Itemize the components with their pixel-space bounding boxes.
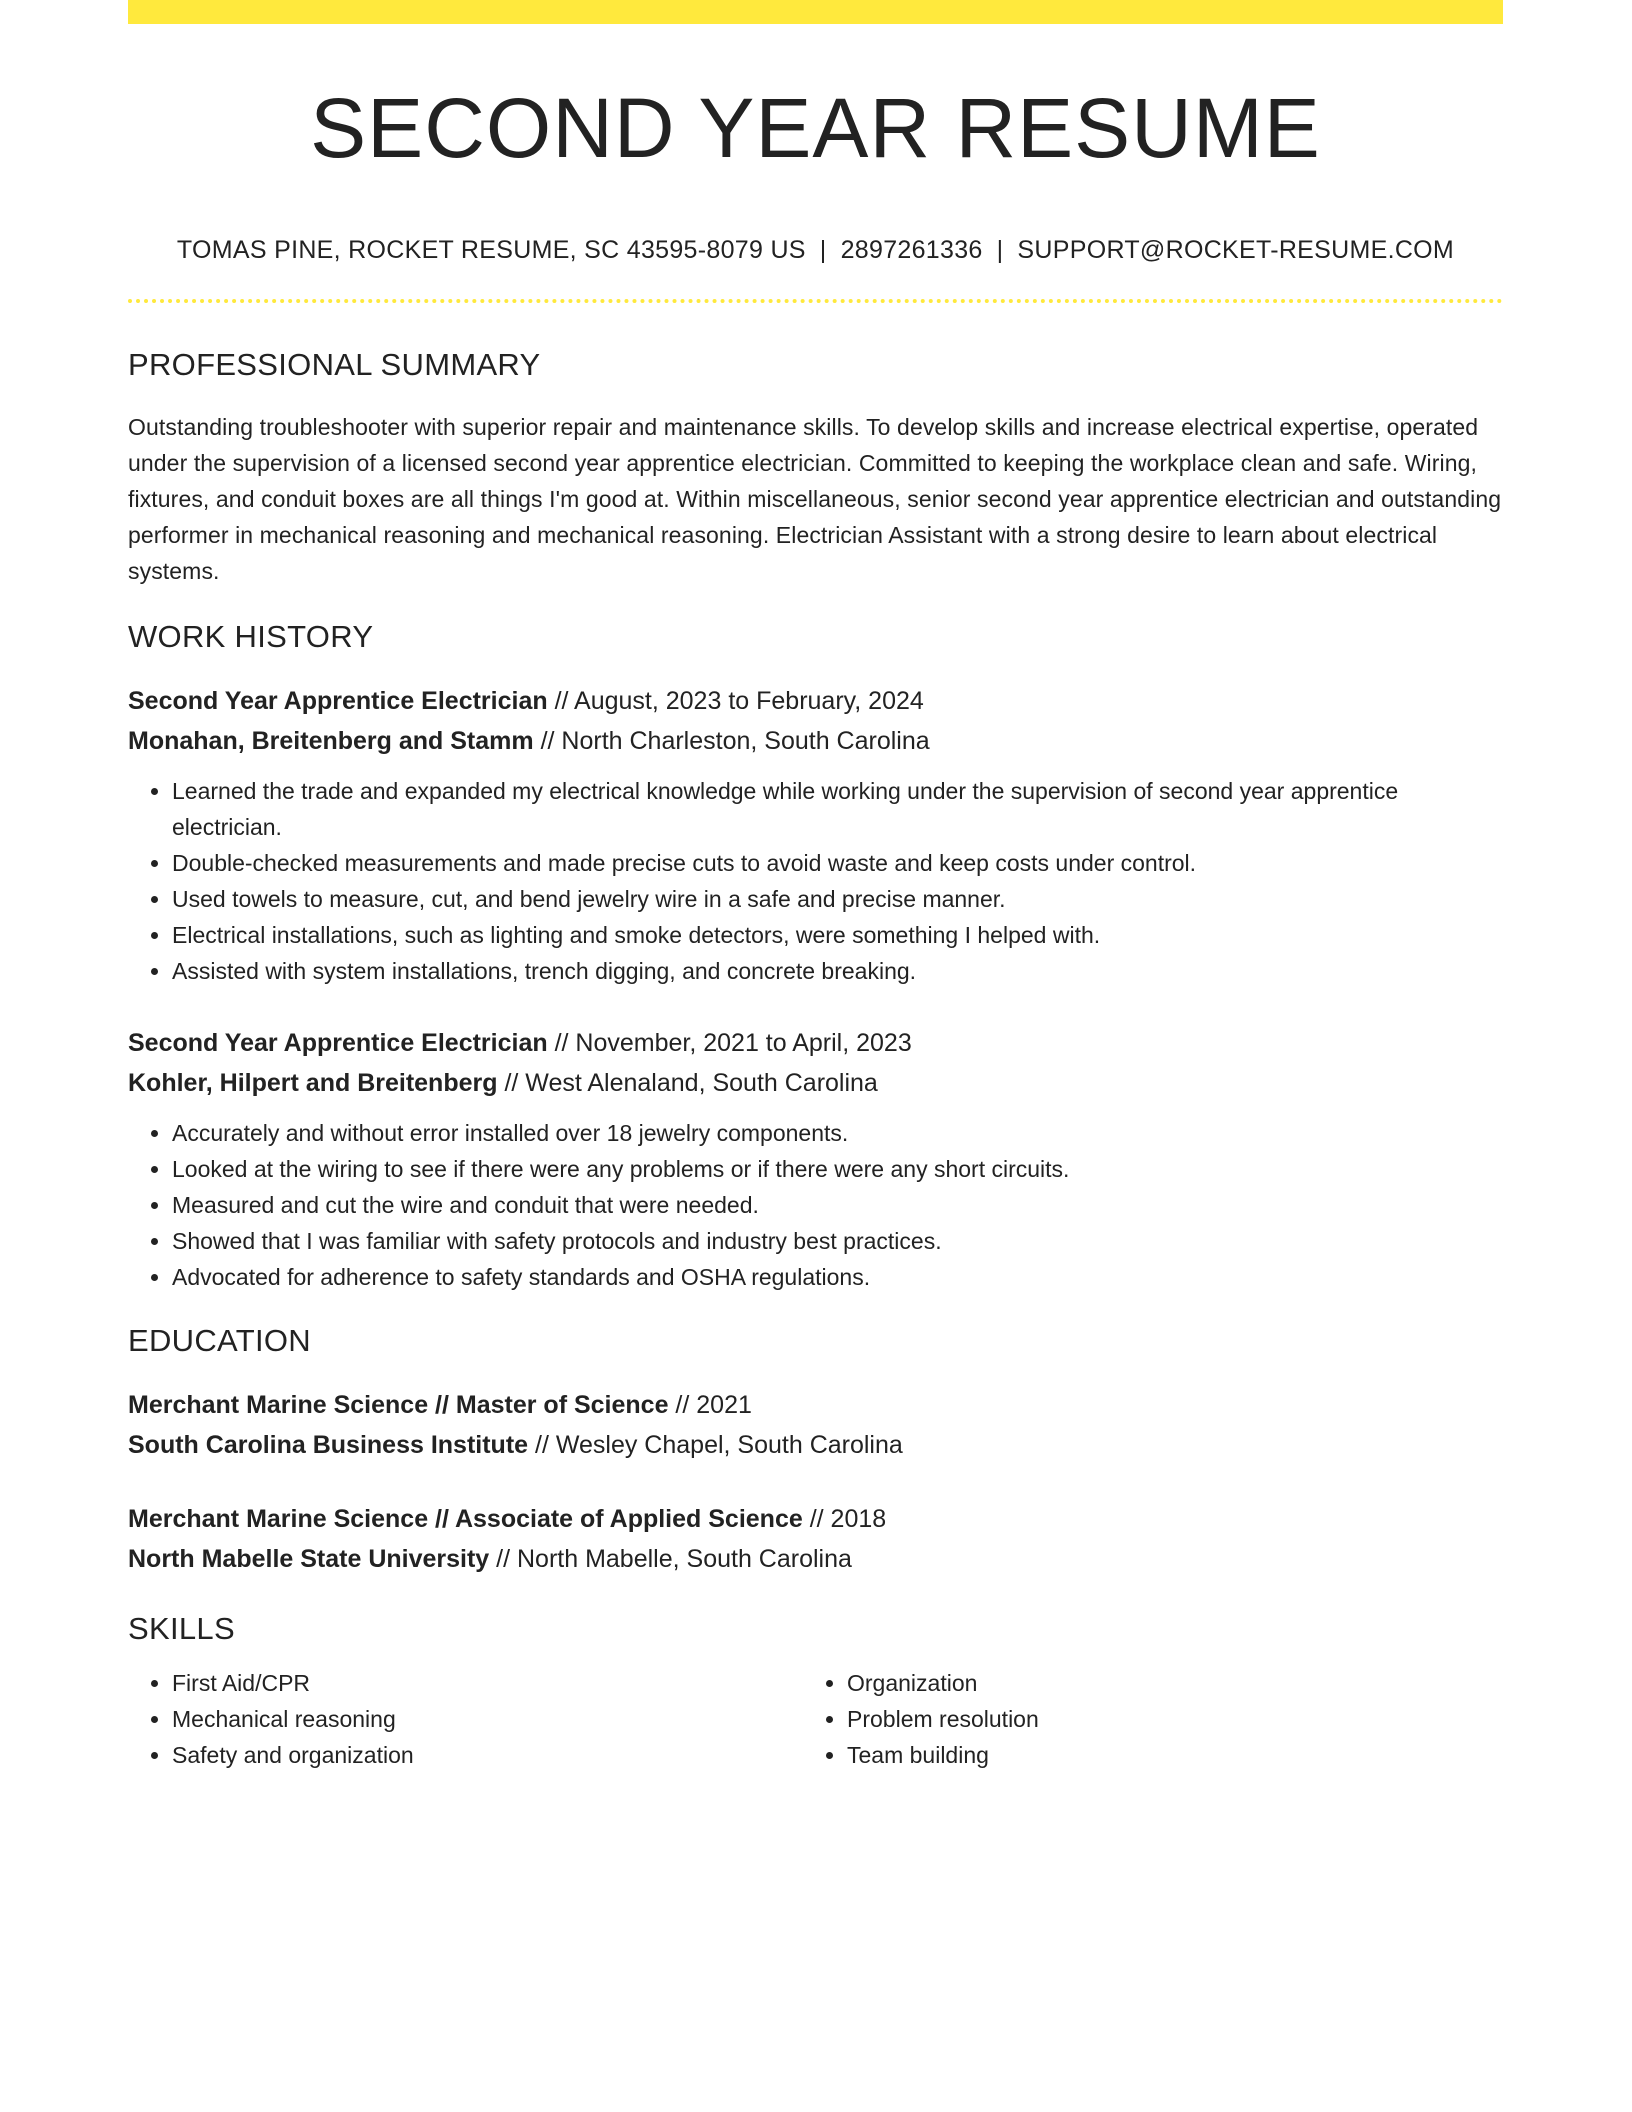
job-title-line — [128, 1023, 1503, 1063]
school-line — [128, 1425, 1503, 1465]
summary-text: Outstanding troubleshooter with superior repair and maintenance skills. To develop skills and increase electrical expertise, operated under the supervision of a licensed second year apprentice electrician. Committed to keeping the workplace clean and safe. Wiring, fixtures, and conduit boxes are all things I'm good at. Within miscellaneous, senior second year apprentice electrician and outstanding performer in mechanical reasoning and mechanical reasoning. Electrician Assistant with a strong desire to learn about electrical systems. — [128, 414, 1502, 584]
list-item: • Electrical installations, such as lighting and smoke detectors, were something I helped with. — [172, 917, 1503, 953]
degree-line — [128, 1385, 1503, 1425]
skills-column-left — [128, 1665, 803, 1773]
degree-line — [128, 1499, 1503, 1539]
list-item: • Assisted with system installations, trench digging, and concrete breaking. — [172, 953, 1503, 989]
contact-separator: | — [819, 236, 827, 264]
list-item: • Double-checked measurements and made precise cuts to avoid waste and keep costs under control. — [172, 845, 1503, 881]
job-title: Second Year Apprentice Electrician — [128, 687, 548, 715]
accent-bar — [128, 0, 1503, 24]
job-company-line — [128, 721, 1503, 761]
job-company: Monahan, Breitenberg and Stamm — [128, 727, 534, 755]
degree-year: // 2021 — [668, 1391, 752, 1419]
school-line — [128, 1539, 1503, 1579]
header-divider — [128, 299, 1503, 303]
job-location: // West Alenaland, South Carolina — [497, 1069, 878, 1097]
contact-separator: | — [996, 236, 1004, 264]
list-item: • Problem resolution — [847, 1701, 1478, 1737]
job-bullets — [128, 1115, 1503, 1295]
school: South Carolina Business Institute — [128, 1431, 529, 1459]
contact-phone: 2897261336 — [840, 236, 983, 264]
list-item: • Mechanical reasoning — [172, 1701, 803, 1737]
degree: Merchant Marine Science // Associate of Applied Science — [128, 1505, 803, 1533]
job-bullets — [128, 773, 1503, 989]
list-item: • Organization — [847, 1665, 1478, 1701]
job-dates: // August, 2023 to February, 2024 — [547, 687, 924, 715]
list-item: • Looked at the wiring to see if there were any problems or if there were any short circuits. — [172, 1151, 1503, 1187]
work-entry — [128, 681, 1503, 989]
job-location: // North Charleston, South Carolina — [533, 727, 930, 755]
list-item: • First Aid/CPR — [172, 1665, 803, 1701]
job-company: Kohler, Hilpert and Breitenberg — [128, 1069, 498, 1097]
work-history-heading: WORK HISTORY — [128, 619, 374, 654]
skills-column-right — [803, 1665, 1478, 1773]
work-entry — [128, 1023, 1503, 1295]
job-title-line — [128, 681, 1503, 721]
list-item: • Team building — [847, 1737, 1478, 1773]
education-entry — [128, 1499, 1503, 1579]
degree-year: // 2018 — [802, 1505, 887, 1533]
summary-heading: PROFESSIONAL SUMMARY — [128, 347, 541, 382]
job-company-line — [128, 1063, 1503, 1103]
resume-page — [128, 0, 1503, 1773]
contact-address: TOMAS PINE, ROCKET RESUME, SC 43595-8079 US — [176, 236, 806, 264]
education-heading: EDUCATION — [128, 1323, 311, 1358]
skills-heading: SKILLS — [128, 1611, 235, 1646]
list-item: • Used towels to measure, cut, and bend jewelry wire in a safe and precise manner. — [172, 881, 1503, 917]
school-location: // North Mabelle, South Carolina — [489, 1545, 852, 1573]
list-item: • Advocated for adherence to safety standards and OSHA regulations. — [172, 1259, 1503, 1295]
list-item: • Safety and organization — [172, 1737, 803, 1773]
school-location: // Wesley Chapel, South Carolina — [528, 1431, 903, 1459]
job-title: Second Year Apprentice Electrician — [128, 1029, 548, 1057]
list-item: • Showed that I was familiar with safety protocols and industry best practices. — [172, 1223, 1503, 1259]
job-dates: // November, 2021 to April, 2023 — [547, 1029, 912, 1057]
skills-list — [128, 1665, 1503, 1773]
list-item: • Learned the trade and expanded my electrical knowledge while working under the supervision of second year apprentice electrician. — [172, 773, 1503, 845]
education-entry — [128, 1385, 1503, 1465]
degree: Merchant Marine Science // Master of Science — [128, 1391, 669, 1419]
school: North Mabelle State University — [128, 1545, 490, 1573]
contact-line — [128, 236, 1503, 265]
list-item: • Measured and cut the wire and conduit that were needed. — [172, 1187, 1503, 1223]
list-item: • Accurately and without error installed over 18 jewelry components. — [172, 1115, 1503, 1151]
contact-email: SUPPORT@ROCKET-RESUME.COM — [1017, 236, 1455, 264]
page-title: SECOND YEAR RESUME — [310, 81, 1321, 175]
